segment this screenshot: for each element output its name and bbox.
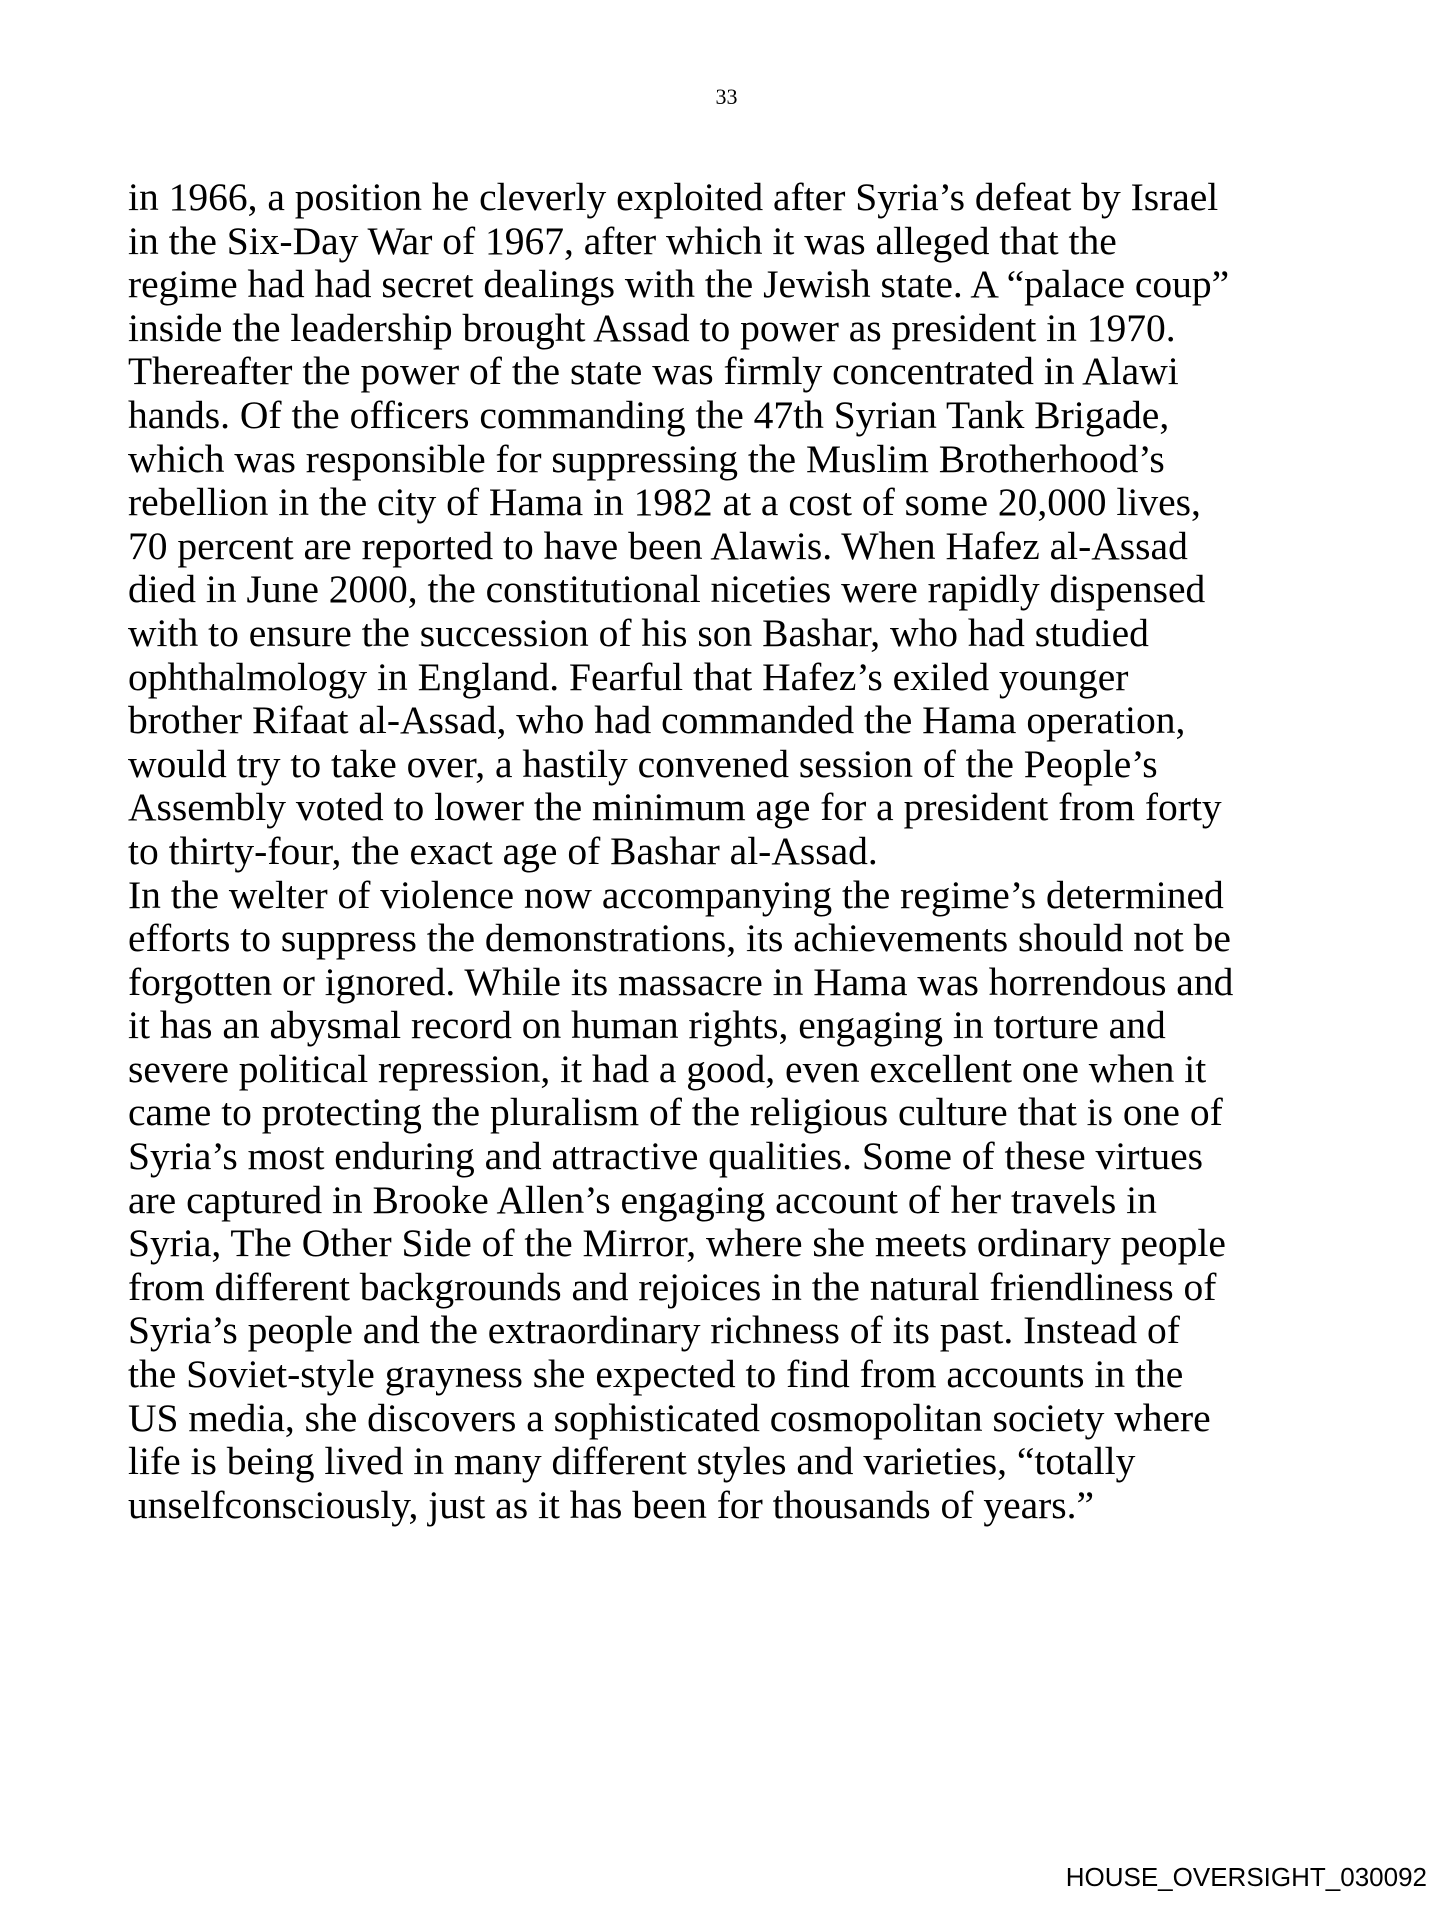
text-line: regime had had secret dealings with the Jewish state. A “palace coup” <box>128 262 1230 307</box>
text-line: 70 percent are reported to have been Alawis. When Hafez al-Assad <box>128 523 1188 568</box>
text-line: unselfconsciously, just as it has been for thousands of years.” <box>128 1482 1095 1527</box>
paragraph-1 <box>128 176 1338 874</box>
text-line: US media, she discovers a sophisticated cosmopolitan society where <box>128 1395 1211 1440</box>
text-line: Syria’s most enduring and attractive qualities. Some of these virtues <box>128 1134 1204 1179</box>
page-number: 33 <box>715 84 738 109</box>
document-id-footer: HOUSE_OVERSIGHT_030092 <box>1065 1862 1427 1892</box>
text-line: it has an abysmal record on human rights, engaging in torture and <box>128 1003 1166 1048</box>
paragraph-2 <box>128 874 1338 1528</box>
text-line: brother Rifaat al-Assad, who had commanded the Hama operation, <box>128 698 1186 743</box>
text-line: In the welter of violence now accompanying the regime’s determined <box>128 872 1224 917</box>
text-line: life is being lived in many different styles and varieties, “totally <box>128 1439 1136 1484</box>
text-line: hands. Of the officers commanding the 47th Syrian Tank Brigade, <box>128 392 1170 437</box>
text-line: from different backgrounds and rejoices in the natural friendliness of <box>128 1264 1217 1309</box>
text-line: inside the leadership brought Assad to power as president in 1970. <box>128 305 1176 350</box>
text-line: Thereafter the power of the state was firmly concentrated in Alawi <box>128 349 1179 394</box>
text-line: rebellion in the city of Hama in 1982 at a cost of some 20,000 lives, <box>128 480 1201 525</box>
text-line: efforts to suppress the demonstrations, its achievements should not be <box>128 916 1231 961</box>
text-line: ophthalmology in England. Fearful that Hafez’s exiled younger <box>128 654 1129 699</box>
text-line: Syria, The Other Side of the Mirror, where she meets ordinary people <box>128 1221 1226 1266</box>
text-line: in 1966, a position he cleverly exploited after Syria’s defeat by Israel <box>128 175 1219 219</box>
text-line: which was responsible for suppressing the Muslim Brotherhood’s <box>128 436 1165 481</box>
text-line: died in June 2000, the constitutional niceties were rapidly dispensed <box>128 567 1206 612</box>
text-line: Assembly voted to lower the minimum age for a president from forty <box>128 785 1222 830</box>
text-line: Syria’s people and the extraordinary richness of its past. Instead of <box>128 1308 1180 1353</box>
text-line: the Soviet-style grayness she expected to find from accounts in the <box>128 1352 1184 1397</box>
text-line: would try to take over, a hastily convened session of the People’s <box>128 741 1158 786</box>
body-text <box>128 176 1338 1527</box>
text-line: forgotten or ignored. While its massacre in Hama was horrendous and <box>128 959 1234 1004</box>
text-line: with to ensure the succession of his son Bashar, who had studied <box>128 610 1149 655</box>
text-line: to thirty-four, the exact age of Bashar al-Assad. <box>128 828 878 873</box>
text-line: severe political repression, it had a good, even excellent one when it <box>128 1046 1207 1091</box>
text-line: are captured in Brooke Allen’s engaging account of her travels in <box>128 1177 1157 1222</box>
text-line: came to protecting the pluralism of the religious culture that is one of <box>128 1090 1223 1135</box>
text-line: in the Six-Day War of 1967, after which it was alleged that the <box>128 218 1117 263</box>
